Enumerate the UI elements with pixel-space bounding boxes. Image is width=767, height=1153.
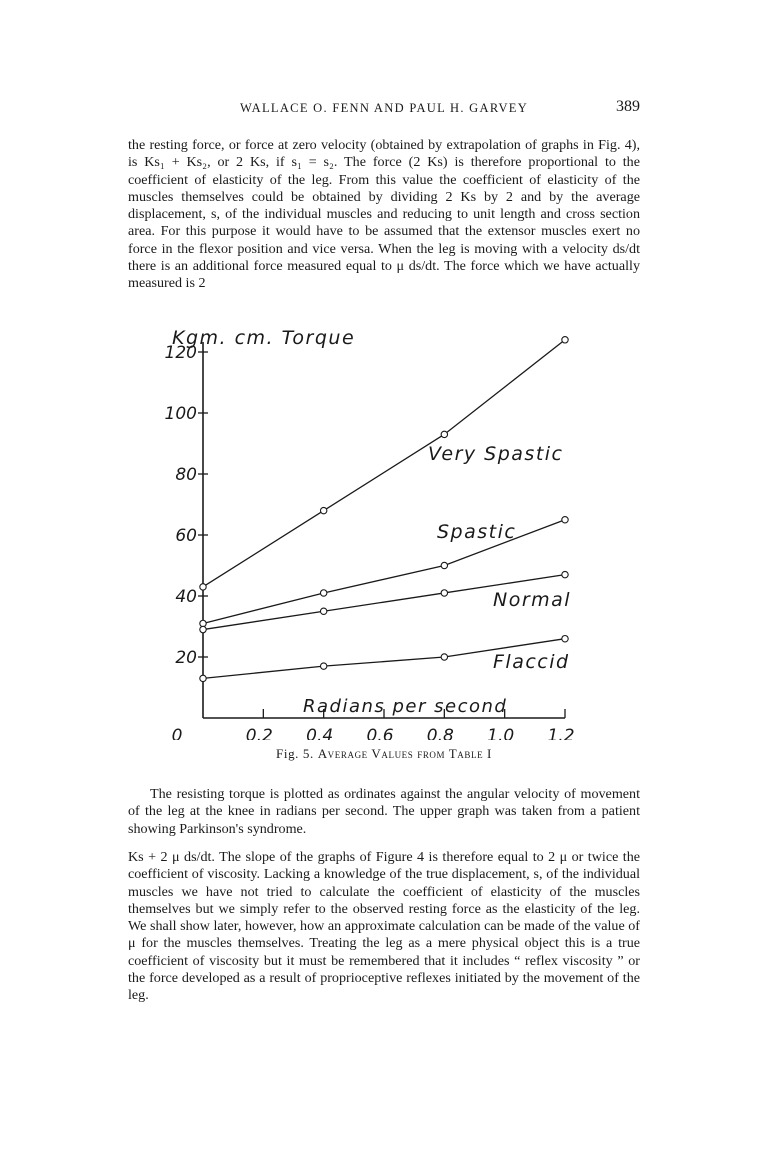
x-tick-label: 0 [171, 726, 183, 740]
series-label: Normal [493, 589, 572, 611]
data-point [200, 675, 206, 681]
data-point [320, 507, 326, 513]
x-tick-label: 0.6 [366, 726, 394, 740]
data-point [441, 562, 447, 568]
caption-prefix: Fig. 5. [276, 746, 314, 761]
y-tick-label: 40 [175, 587, 197, 607]
data-point [200, 626, 206, 632]
data-point [562, 337, 568, 343]
series-very-spastic [200, 337, 568, 590]
data-point [562, 636, 568, 642]
data-point [320, 608, 326, 614]
data-point [441, 431, 447, 437]
paragraph-top: the resting force, or force at zero velocity (obtained by extrapolation of graphs in Fig. 4), is Ks₁ + Ks₂, or 2 Ks, if s₁ = s₂. The force (2 Ks) is therefore proportional to the coefficient of elasticity of the leg. From this value the coefficient of elasticity of the muscles themselves could be obtained by dividing 2 Ks by 2 and by the average displacement, s, of the individual muscles and reducing to unit length and cross section area. For this purpose it would have to be assumed that the extensor muscles exert no force in the flexor position and vice versa. When the leg is moving with a velocity ds/dt there is an additional force measured equal to μ ds/dt. The force which we have actually measured is 2 [128, 137, 640, 292]
y-tick-label: 80 [175, 465, 197, 485]
data-point [441, 654, 447, 660]
figure-legend: The resisting torque is plotted as ordinates against the angular velocity of movement of the leg at the knee in radians per second. The upper graph was taken from a patient showing Parkinson's syndrome. [128, 786, 640, 837]
caption-text: Average Values from Table I [317, 746, 492, 761]
running-head [128, 98, 640, 120]
series-normal [200, 571, 571, 632]
y-tick-label: 120 [164, 343, 197, 363]
data-point [200, 584, 206, 590]
data-point [562, 517, 568, 523]
figure-5 [0, 320, 767, 740]
x-tick-label: 0.4 [306, 726, 334, 740]
x-tick-label: 0.2 [245, 726, 273, 740]
x-tick-label: 0.8 [426, 726, 454, 740]
data-point [320, 663, 326, 669]
data-point [441, 590, 447, 596]
series-label: Very Spastic [428, 443, 564, 465]
data-point [562, 571, 568, 577]
y-tick-label: 20 [175, 648, 197, 668]
torque-chart [0, 320, 767, 740]
running-title: WALLACE O. FENN AND PAUL H. GARVEY [239, 101, 529, 115]
y-axis-title: Kgm. cm. Torque [172, 327, 356, 349]
data-point [200, 620, 206, 626]
series-flaccid [200, 636, 570, 682]
series-label: Flaccid [493, 651, 570, 673]
x-axis-title: Radians per second [303, 696, 508, 717]
data-point [320, 590, 326, 596]
page-number: 389 [616, 98, 640, 115]
paragraph-bottom: Ks + 2 μ ds/dt. The slope of the graphs of Figure 4 is therefore equal to 2 μ or twice the coefficient of viscosity. Lacking a knowledge of the true displacement, s, of the individual muscles we have not tried to calculate the coefficient of elasticity of the muscles themselves but we simply refer to the observed resting force as the elasticity of the leg. We shall show later, however, how an approximate calculation can be made of the value of μ for the muscles themselves. Treating the leg as a mere physical object this is a true coefficient of viscosity but it must be remembered that it includes “ reflex viscosity ” or the force developed as a result of proprioceptive reflexes initiated by the movement of the leg. [128, 849, 640, 1004]
x-tick-label: 1.2 [547, 726, 575, 740]
figure-caption [128, 746, 640, 762]
y-tick-label: 100 [164, 404, 197, 424]
y-tick-label: 60 [175, 526, 197, 546]
x-tick-label: 1.0 [487, 726, 515, 740]
series-label: Spastic [437, 521, 517, 543]
